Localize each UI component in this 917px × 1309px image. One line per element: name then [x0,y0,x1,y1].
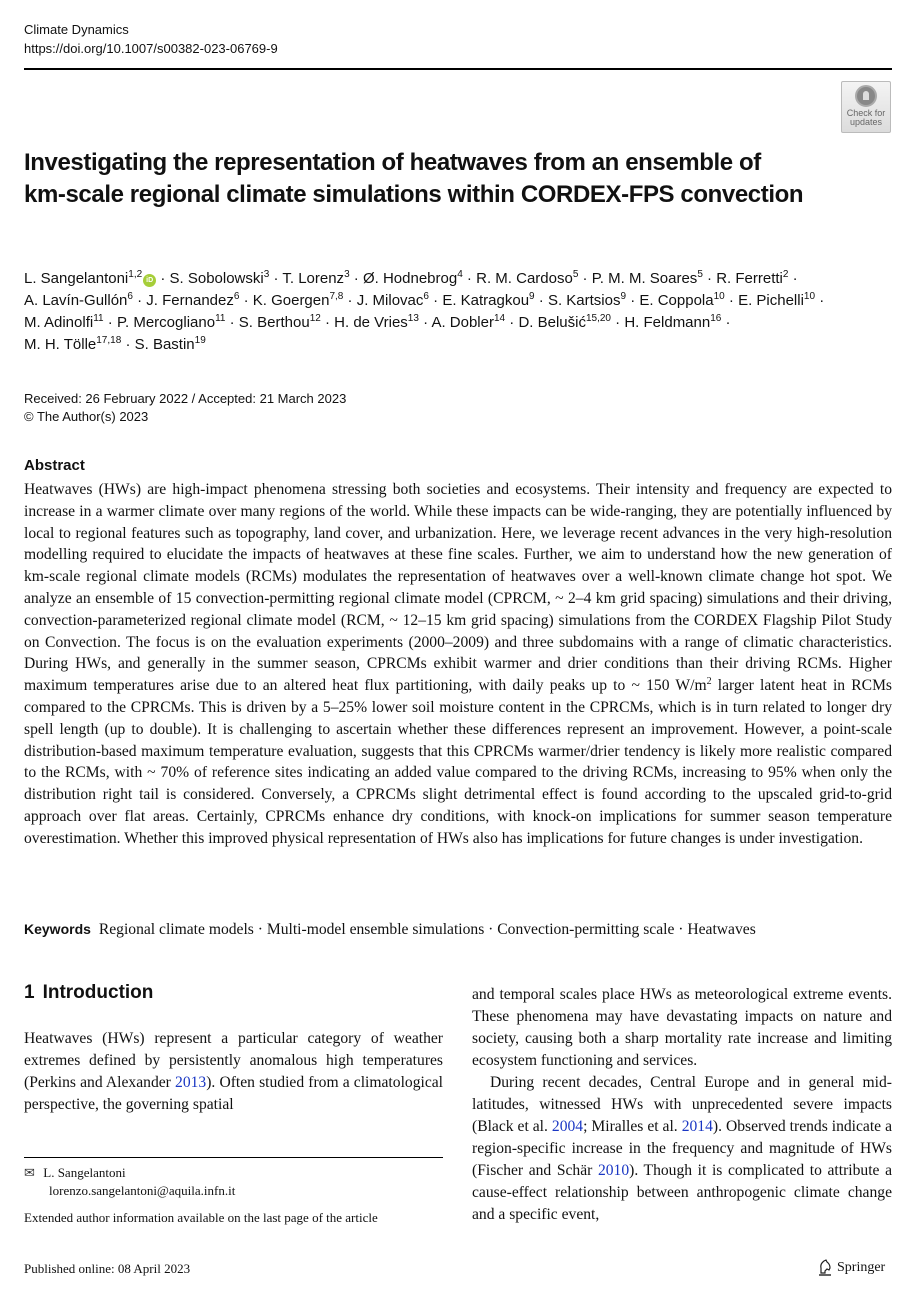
keywords [24,919,756,940]
text-run: ). Often studied from a climatological perspective, the governing spatial [24,1074,443,1113]
abstract-superscript: 2 [706,675,712,687]
abstract-text-1: Heatwaves (HWs) are high-impact phenomena stressing both societies and ecosystems. Their intensity and frequency are expected to increase in a warmer climate over many regions of the world. While these impacts can be wide-ranging, they are potentially influenced by local to regional features such as topography, land cover, and urbanization. Here, we leverage recent advances in the very high-resolution modelling required to elucidate the impacts of heatwaves at these fine scales. Further, we aim to understand how the new generation of km-scale regional climate models (RCMs) modulates the representation of heatwaves over a well-known climate change hot spot. We analyze an ensemble of 15 convection-permitting regional climate model (CPRCM, ~ 2–4 km grid spacing) simulations and their driving, convection-parameterized regional climate model (RCM, ~ 12–15 km grid spacing) simulations from the CORDEX Flagship Pilot Study on Convection. The focus is on the evaluation experiments (2000–2009) and three subdomains with a range of climatic characteristics. During HWs, and generally in the summer season, CPRCMs exhibit warmer and drier conditions than their driving RCMs. Higher maximum temperatures arise due to an altered heat flux partitioning, with daily peaks up to ~ 150 W/m [24,481,892,695]
section-number: 1 [24,982,35,1003]
author-affiliation: 5 [572,269,579,280]
author-affiliation: 16 [710,313,722,324]
author-affiliation: 13 [407,313,419,324]
copyright: © The Author(s) 2023 [24,409,149,424]
author-affiliation: 6 [423,291,429,302]
publisher-name: Springer [837,1260,886,1275]
intro-paragraph-1 [24,1028,443,1116]
author[interactable]: S. Bastin [134,336,195,353]
intro-right-column [472,984,892,1226]
author-affiliation: 6 [233,291,240,302]
article-dates [24,390,346,426]
author[interactable]: E. Pichelli [738,292,804,309]
author[interactable]: K. Goergen [252,292,330,309]
author-affiliation: 3 [344,269,350,280]
author-affiliation: 11 [215,313,226,324]
corresponding-author-email[interactable]: lorenzo.sangelantoni@aquila.infn.it [49,1183,236,1198]
author[interactable]: M. H. Tölle [24,336,97,353]
text-run: During recent decades, Central Europe and in general mid-latitudes, witnessed HWs with unprecedented severe impacts (Black et al. [472,1074,892,1135]
author-affiliation: 10 [803,291,816,302]
author-affiliation: 15,20 [585,313,611,324]
envelope-icon: ✉ [24,1165,35,1180]
author-affiliation: 10 [713,291,725,302]
journal-name: Climate Dynamics [24,22,129,37]
author-affiliation: 2 [782,269,789,280]
text-run: ). Observed trends indicate a region-specific increase in the frequency and magnitude of HWs (Fischer and Schär [472,1118,892,1179]
crossmark-icon [855,85,877,107]
check-updates-line2: updates [849,117,883,127]
citation-link[interactable]: 2004 [551,1118,584,1135]
author[interactable]: S. Berthou [238,314,310,331]
author-list: L. Sangelantoni$^{1,2}$iD · S. Sobolowski$^3$ · T. Lorenz$^3$ · Ø. Hodnebrog$^4$ · R. M. Cardoso$^5$ · P. M. M. Soares$^5$ · R. Ferretti$^2$ · A. Lavín-Gullón$^6$ · J. Fernandez$^6$ · K. Goergen$^{7,8}$ · J. Milovac$^6$ · E. Katragkou$^9$ · S. Kartsios$^9$ · E. Coppola$^{10}$ · E. Pichelli$^{10}$ · M. Adinolfi$^{11}$ · P. Mercogliano$^{11}$ · S. Berthou$^{12}$ · H. de Vries$^{13}$ · A. Dobler$^{14}$ · D. Belušić$^{15,20}$ · H. Feldmann$^{16}$ · M. H. Tölle$^{17,18}$ · S. Bastin$^{19}$ [24,269,825,353]
citation-link[interactable]: 2014 [681,1118,713,1135]
author[interactable]: L. Sangelantoni [24,270,129,287]
author-affiliation: 14 [493,313,506,324]
published-online: Published online: 08 April 2023 [24,1261,191,1276]
check-for-updates-badge[interactable] [841,81,891,133]
abstract-body [24,479,892,850]
author[interactable]: P. M. M. Soares [591,270,698,287]
text-run: ; Miralles et al. [583,1118,682,1135]
author[interactable]: H. Feldmann [624,314,711,331]
publisher-logo [817,1258,885,1278]
author[interactable]: R. Ferretti [716,270,783,287]
author-affiliation: 19 [194,335,206,346]
author[interactable]: Ø. Hodnebrog [362,270,458,287]
author[interactable]: T. Lorenz [282,270,345,287]
header-divider [24,68,892,70]
author-affiliation: 9 [529,291,535,302]
journal-header [24,20,278,58]
extended-author-info: Extended author information available on the last page of the article [24,1210,378,1225]
author-affiliation: 6 [127,291,133,302]
intro-paragraph-continued: and temporal scales place HWs as meteorological extreme events. These phenomena may have devastating impacts on nature and society, causing both a sharp mortality rate increase and limiting ecosystem functioning and services. [472,986,892,1069]
intro-left-column [24,1028,443,1116]
abstract-heading: Abstract [24,457,85,474]
article-title: Investigating the representation of heatwaves from an ensemble of km-scale regional climate simulations within CORDEX-FPS convection [24,149,804,208]
intro-paragraph-2 [472,1072,892,1226]
author-affiliation: 11 [93,313,104,324]
author[interactable]: A. Lavín-Gullón [24,292,128,309]
author-affiliation: 9 [620,291,627,302]
author[interactable]: D. Belušić [518,314,586,331]
author[interactable]: J. Milovac [356,292,424,309]
author-affiliation: 7,8 [329,291,344,302]
author[interactable]: S. Kartsios [547,292,621,309]
author[interactable]: A. Dobler [431,314,494,331]
author[interactable]: E. Katragkou [442,292,530,309]
corresponding-author [24,1164,235,1200]
check-updates-line1: Check for [846,108,886,118]
orcid-icon[interactable]: iD [143,274,156,287]
doi-link[interactable]: https://doi.org/10.1007/s00382-023-06769-9 [24,41,278,56]
author[interactable]: R. M. Cardoso [476,270,573,287]
author[interactable]: S. Sobolowski [169,270,264,287]
author-affiliation: 12 [309,313,321,324]
author[interactable]: P. Mercogliano [116,314,216,331]
author-affiliation: 4 [457,269,463,280]
abstract-text-2: larger latent heat in RCMs compared to the CPRCMs. This is driven by a 5–25% lower soil moisture content in the CPRCMs, which is in turn related to longer dry spell length (up to double). It is challenging to ascertain whether these differences represent an improvement. However, a point-scale distribution-based maximum temperature evaluation, suggests that this CPRCMs warmer/drier tendency is likely more realistic compared to the RCMs, with ~ 70% of reference sites indicating an added value compared to the driving RCMs, increasing to 95% when only the distribution right tail is considered. Conversely, a CPRCMs slight detrimental effect is found according to the upscaled grid-to-grid approach over flat areas. Certainly, CPRCMs enhance dry conditions, with knock-on implications for summer season temperature overestimation. Whether this improved physical representation of HWs also has implications for future changes is under investigation. [24,677,893,847]
author[interactable]: E. Coppola [639,292,714,309]
author-affiliation: 3 [263,269,270,280]
footnote-divider [24,1157,443,1158]
author[interactable]: J. Fernandez [146,292,234,309]
author-affiliation: 17,18 [96,335,122,346]
author-affiliation: 5 [697,269,703,280]
author[interactable]: M. Adinolfi [24,314,94,331]
corresponding-author-name: L. Sangelantoni [43,1165,126,1180]
citation-link[interactable]: 2013 [175,1074,207,1091]
citation-link[interactable]: 2010 [597,1162,630,1179]
text-run: Heatwaves (HWs) represent a particular category of weather extremes defined by persistently anomalous high temperatures (Perkins and Alexander [24,1030,443,1091]
section-title: Introduction [42,982,154,1003]
author[interactable]: H. de Vries [334,314,408,331]
received-accepted: Received: 26 February 2022 / Accepted: 21 March 2023 [24,391,347,406]
keywords-text: Regional climate models · Multi-model ensemble simulations · Convection-permitting scale · Heatwaves [98,921,756,938]
springer-horse-icon [817,1259,833,1277]
section-heading-introduction [24,982,153,1004]
text-run: ). Though it is complicated to attribute a cause-effect relationship between anthropogenic climate change and a specific event, [472,1162,892,1223]
author-affiliation: 1,2 [128,269,143,280]
keywords-label: Keywords [24,921,91,937]
